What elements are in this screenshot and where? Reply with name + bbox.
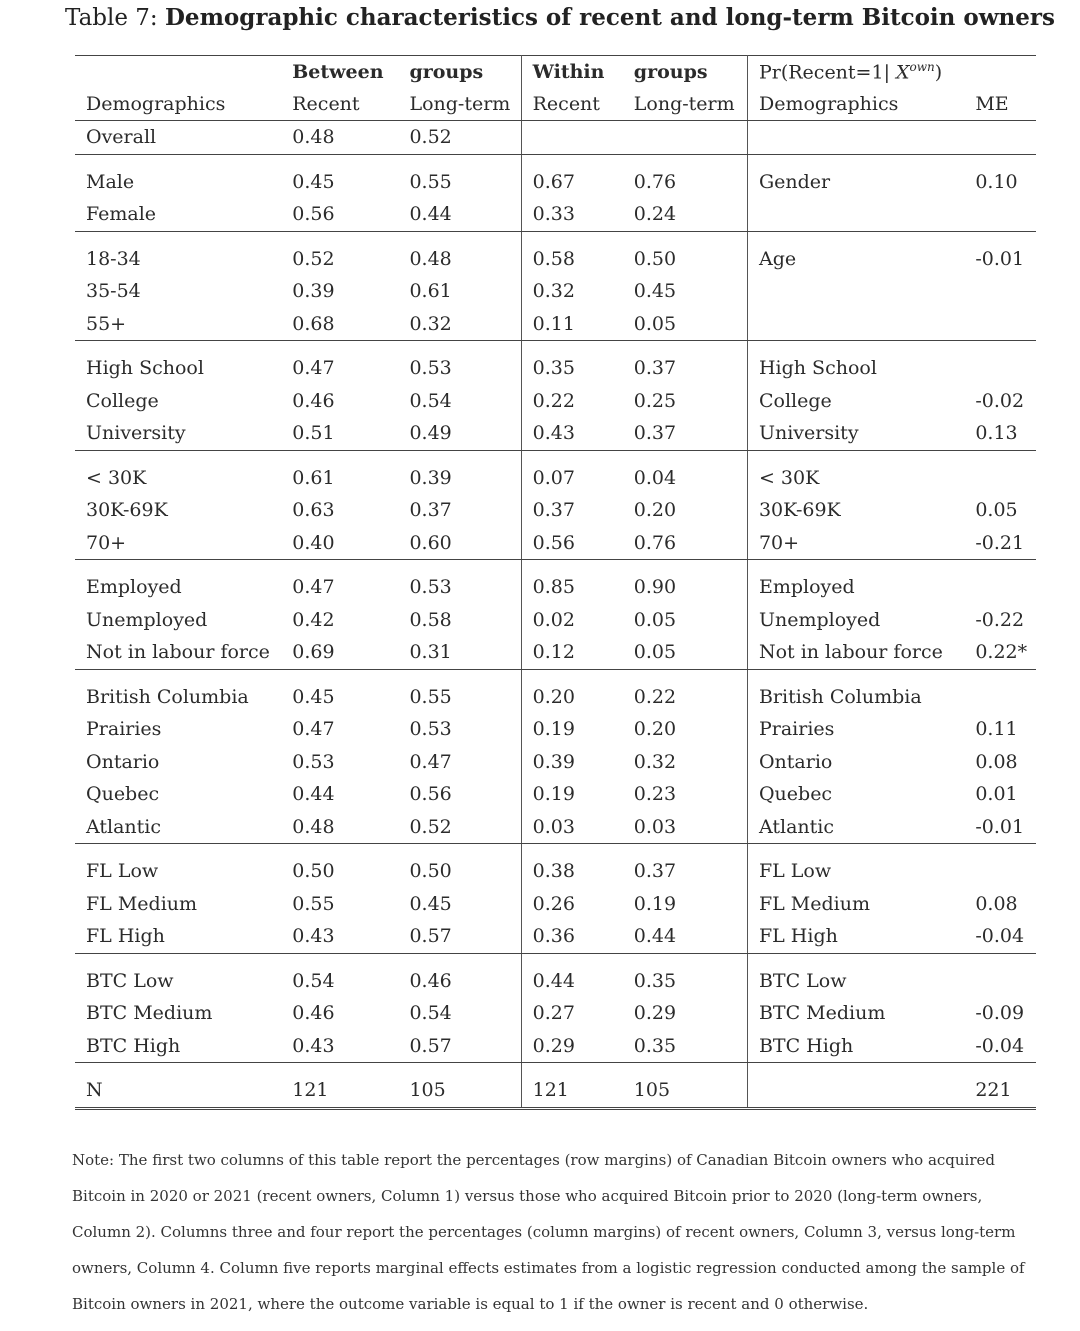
within-recent-cell: 0.67 [532, 170, 575, 193]
regression-demographic-label: Unemployed [758, 608, 881, 631]
demographic-label: High School [86, 357, 204, 380]
table-row [75, 352, 1036, 385]
marginal-effect-cell [975, 462, 1036, 495]
within-recent-cell: 0.38 [532, 860, 575, 883]
within-recent-cell: 0.19 [532, 718, 575, 741]
n-regression-blank [747, 1074, 975, 1108]
within-recent-cell: 0.22 [532, 389, 575, 412]
within-longterm-cell: 0.05 [634, 636, 748, 669]
n-label: N [75, 1074, 292, 1108]
n-between-longterm: 105 [409, 1074, 521, 1108]
demographic-label: 30K-69K [86, 499, 168, 522]
between-recent-cell: 0.40 [292, 527, 409, 560]
table-row [75, 746, 1036, 779]
between-recent-cell: 0.61 [292, 466, 335, 489]
within-recent-cell: 0.58 [532, 247, 575, 270]
n-me: 221 [975, 1074, 1036, 1108]
demographic-label: British Columbia [86, 685, 249, 708]
within-recent-cell: 0.33 [521, 198, 634, 231]
marginal-effect-cell: 0.05 [975, 499, 1018, 522]
within-longterm-cell: 0.37 [634, 417, 748, 450]
within-longterm-cell: 0.32 [634, 746, 748, 779]
table-row [75, 275, 1036, 308]
header-groups: groups [409, 56, 521, 89]
regression-demographic-label: 70+ [747, 527, 975, 560]
within-recent-cell: 0.32 [532, 280, 575, 303]
demographic-label: FL Low [86, 860, 159, 883]
table-label: Table 7: [65, 5, 158, 31]
marginal-effect-cell: 0.08 [975, 750, 1018, 773]
between-recent-cell: 0.51 [292, 417, 409, 450]
within-longterm-cell: 0.44 [634, 920, 748, 953]
demographic-label: BTC High [75, 1030, 292, 1063]
marginal-effect-cell [975, 308, 1036, 341]
marginal-effect-cell: -0.01 [975, 247, 1025, 270]
between-longterm-cell: 0.56 [409, 778, 521, 811]
between-recent-cell: 0.44 [292, 783, 335, 806]
between-longterm-cell: 0.55 [409, 166, 521, 199]
between-longterm-cell: 0.45 [409, 888, 521, 921]
marginal-effect-cell [975, 681, 1036, 714]
regression-demographic-label [747, 308, 975, 341]
within-recent-cell: 0.29 [521, 1030, 634, 1063]
demographic-label: FL Medium [86, 892, 198, 915]
table-row [75, 997, 1036, 1030]
regression-demographic-label: Not in labour force [747, 636, 975, 669]
within-recent-cell: 0.37 [532, 499, 575, 522]
spacer-row [75, 450, 1036, 462]
between-longterm-cell: 0.53 [409, 713, 521, 746]
within-longterm-cell: 0.20 [634, 494, 748, 527]
within-longterm-cell: 0.04 [634, 462, 748, 495]
within-longterm-cell: 0.35 [634, 965, 748, 998]
regression-demographic-label: Quebec [758, 783, 833, 806]
n-row [75, 1074, 1036, 1108]
between-longterm-cell: 0.52 [409, 811, 521, 844]
regression-demographic-label: Atlantic [747, 811, 975, 844]
between-recent-cell: 0.47 [292, 357, 335, 380]
demographic-label: Not in labour force [75, 636, 292, 669]
marginal-effect-cell: -0.04 [975, 1030, 1036, 1063]
regression-demographic-label: Employed [758, 576, 855, 599]
between-recent-cell: 0.63 [292, 499, 335, 522]
marginal-effect-cell: -0.22 [975, 608, 1025, 631]
within-longterm-cell: 0.20 [634, 713, 748, 746]
spacer-row [75, 669, 1036, 681]
marginal-effect-cell: 0.08 [975, 892, 1018, 915]
marginal-effect-cell: 0.11 [975, 718, 1018, 741]
demographic-label: Unemployed [86, 608, 208, 631]
marginal-effect-cell [975, 352, 1036, 385]
between-recent-cell: 0.45 [292, 685, 335, 708]
header-row-columns [75, 88, 1036, 121]
header-demographics: Demographics [747, 88, 975, 121]
between-recent-cell: 0.45 [292, 170, 335, 193]
between-recent-cell: 0.68 [292, 308, 409, 341]
between-longterm-cell: 0.57 [409, 920, 521, 953]
marginal-effect-cell: -0.04 [975, 920, 1036, 953]
table-row [75, 527, 1036, 560]
between-longterm-cell: 0.55 [409, 681, 521, 714]
marginal-effect-cell: 0.01 [975, 783, 1018, 806]
regression-demographic-label: University [747, 417, 975, 450]
demographics-table [75, 55, 1036, 1110]
between-longterm-cell: 0.50 [409, 855, 521, 888]
spacer-row [75, 154, 1036, 166]
between-recent-cell: 0.43 [292, 920, 409, 953]
regression-demographic-label: Prairies [758, 718, 835, 741]
table-row [75, 920, 1036, 953]
table-row [75, 778, 1036, 811]
regression-demographic-label: College [758, 389, 832, 412]
table-row [75, 713, 1036, 746]
within-recent-cell: 0.27 [532, 1002, 575, 1025]
within-recent-cell: 0.85 [532, 576, 575, 599]
within-recent-cell: 0.02 [532, 608, 575, 631]
spacer-row [75, 1063, 1036, 1075]
regression-demographic-label: BTC Medium [758, 1002, 886, 1025]
demographic-label: FL High [75, 920, 292, 953]
regression-demographic-label: FL High [747, 920, 975, 953]
between-recent-cell: 0.46 [292, 389, 335, 412]
spacer-row [75, 560, 1036, 572]
within-recent-cell: 0.26 [532, 892, 575, 915]
demographic-label: Female [75, 198, 292, 231]
marginal-effect-cell [975, 855, 1036, 888]
between-recent-cell: 0.46 [292, 1002, 335, 1025]
demographic-label: Prairies [86, 718, 162, 741]
table-note: Note: The first two columns of this table report the percentages (row margins) of Canadian Bitcoin owners who acquired Bitcoin in 2020 or 2021 (recent owners, Column 1) versus those who acquired Bitcoin prior to 2020 (long-term owners, Column 2). Columns three and four report the percentages (column margins) of recent owners, Column 3, versus long-term owners, Column 4. Column five reports marginal effects estimates from a logistic regression conducted among the sample of Bitcoin owners in 2021, where the outcome variable is equal to 1 if the owner is recent and 0 otherwise. [72, 1151, 1025, 1313]
demographic-label: Male [86, 170, 135, 193]
table-row [75, 1030, 1036, 1063]
within-longterm-cell: 0.05 [634, 308, 748, 341]
within-longterm-cell: 0.76 [634, 527, 748, 560]
within-longterm-cell: 0.50 [634, 243, 748, 276]
within-recent-cell: 0.43 [521, 417, 634, 450]
between-longterm-cell: 0.46 [409, 965, 521, 998]
within-recent-cell: 0.35 [532, 357, 575, 380]
between-longterm-cell: 0.61 [409, 275, 521, 308]
table-row [75, 604, 1036, 637]
regression-demographic-label: Gender [758, 170, 831, 193]
header-row-groups [75, 56, 1036, 89]
demographic-label: 35-54 [86, 280, 141, 303]
within-longterm-cell: 0.76 [634, 166, 748, 199]
spacer-row [75, 953, 1036, 965]
table-row [75, 571, 1036, 604]
demographic-label: Atlantic [75, 811, 292, 844]
between-longterm-cell: 0.44 [409, 198, 521, 231]
marginal-effect-cell: 0.22* [975, 636, 1036, 669]
marginal-effect-cell [975, 275, 1036, 308]
demographic-label: University [75, 417, 292, 450]
within-recent-cell: 0.36 [521, 920, 634, 953]
header-recent: Recent [521, 88, 634, 121]
between-recent-cell: 0.53 [292, 750, 335, 773]
regression-demographic-label: BTC Low [758, 969, 847, 992]
table-row [75, 681, 1036, 714]
table-row [75, 417, 1036, 450]
between-recent-cell: 0.43 [292, 1030, 409, 1063]
header-longterm: Long-term [634, 88, 748, 121]
within-longterm-cell: 0.19 [634, 888, 748, 921]
table-row [75, 166, 1036, 199]
between-longterm-cell: 0.31 [409, 636, 521, 669]
overall-row: Overall 0.48 0.52 [75, 121, 1036, 155]
table-row [75, 965, 1036, 998]
within-longterm-cell: 0.35 [634, 1030, 748, 1063]
table-row [75, 385, 1036, 418]
between-longterm-cell: 0.53 [409, 352, 521, 385]
between-longterm-cell: 0.48 [409, 243, 521, 276]
table-caption [0, 4, 1080, 31]
demographic-label: < 30K [86, 466, 147, 489]
marginal-effect-cell: -0.02 [975, 389, 1025, 412]
header-me: ME [975, 88, 1036, 121]
marginal-effect-cell [975, 965, 1036, 998]
within-recent-cell: 0.07 [532, 466, 575, 489]
between-longterm-cell: 0.58 [409, 604, 521, 637]
within-recent-cell: 0.19 [532, 783, 575, 806]
table-row [75, 811, 1036, 844]
spacer-row [75, 231, 1036, 243]
between-longterm-cell: 0.39 [409, 462, 521, 495]
between-recent-cell: 0.39 [292, 280, 335, 303]
within-longterm-cell: 0.23 [634, 778, 748, 811]
between-longterm-cell: 0.54 [409, 385, 521, 418]
within-recent-cell: 0.56 [521, 527, 634, 560]
within-recent-cell: 0.03 [521, 811, 634, 844]
marginal-effect-cell: -0.09 [975, 1002, 1025, 1025]
marginal-effect-cell: -0.21 [975, 527, 1036, 560]
table-row [75, 636, 1036, 669]
between-recent-cell: 0.42 [292, 608, 335, 631]
demographic-label: BTC Low [86, 969, 174, 992]
between-longterm-cell: 0.37 [409, 494, 521, 527]
regression-demographic-label: < 30K [758, 466, 820, 489]
within-longterm-cell: 0.37 [634, 855, 748, 888]
within-recent-cell: 0.20 [532, 685, 575, 708]
regression-demographic-label: BTC High [747, 1030, 975, 1063]
regression-demographic-label: British Columbia [758, 685, 922, 708]
regression-demographic-label [747, 275, 975, 308]
between-recent-cell: 0.55 [292, 892, 335, 915]
demographic-label: BTC Medium [86, 1002, 213, 1025]
between-recent-cell: 0.52 [292, 247, 335, 270]
between-longterm-cell: 0.54 [409, 997, 521, 1030]
within-longterm-cell: 0.37 [634, 352, 748, 385]
within-longterm-cell: 0.45 [634, 275, 748, 308]
table-title: Demographic characteristics of recent and long-term Bitcoin owners [164, 4, 1055, 31]
regression-demographic-label [747, 198, 975, 231]
between-longterm-cell: 0.47 [409, 746, 521, 779]
n-between-recent: 121 [292, 1074, 409, 1108]
regression-demographic-label: FL Low [758, 860, 832, 883]
within-recent-cell: 0.12 [521, 636, 634, 669]
regression-demographic-label: 30K-69K [758, 499, 841, 522]
between-longterm-cell: 0.57 [409, 1030, 521, 1063]
regression-demographic-label: High School [758, 357, 877, 380]
within-longterm-cell: 0.22 [634, 681, 748, 714]
demographic-label: 55+ [75, 308, 292, 341]
marginal-effect-cell: 0.10 [975, 170, 1018, 193]
marginal-effect-cell: -0.01 [975, 811, 1036, 844]
between-recent-cell: 0.48 [292, 811, 409, 844]
between-longterm-cell: 0.49 [409, 417, 521, 450]
between-recent-cell: 0.47 [292, 576, 335, 599]
within-recent-cell: 0.11 [521, 308, 634, 341]
demographic-label: 70+ [75, 527, 292, 560]
n-within-longterm: 105 [634, 1074, 748, 1108]
between-longterm-cell: 0.60 [409, 527, 521, 560]
within-longterm-cell: 0.29 [634, 997, 748, 1030]
header-groups: groups [634, 56, 748, 89]
spacer-row [75, 844, 1036, 856]
n-within-recent: 121 [521, 1074, 634, 1108]
header-recent: Recent [292, 88, 409, 121]
within-longterm-cell: 0.90 [634, 571, 748, 604]
table-row [75, 462, 1036, 495]
table-row [75, 888, 1036, 921]
within-longterm-cell: 0.05 [634, 604, 748, 637]
regression-demographic-label: FL Medium [758, 892, 870, 915]
between-recent-cell: 0.54 [292, 969, 335, 992]
within-longterm-cell: 0.24 [634, 198, 748, 231]
regression-demographic-label: Age [758, 247, 797, 270]
header-within: Within [521, 56, 634, 89]
table-row [75, 494, 1036, 527]
demographic-label: College [86, 389, 159, 412]
within-recent-cell: 0.39 [532, 750, 575, 773]
demographic-label: Ontario [86, 750, 160, 773]
table-row [75, 855, 1036, 888]
table-row [75, 308, 1036, 341]
between-recent-cell: 0.56 [292, 198, 409, 231]
within-recent-cell: 0.44 [532, 969, 575, 992]
between-recent-cell: 0.47 [292, 718, 335, 741]
marginal-effect-cell: 0.13 [975, 417, 1036, 450]
marginal-effect-cell [975, 571, 1036, 604]
between-longterm-cell: 0.32 [409, 308, 521, 341]
between-longterm-cell: 0.53 [409, 571, 521, 604]
table-row [75, 198, 1036, 231]
demographic-label: 18-34 [86, 247, 141, 270]
between-recent-cell: 0.50 [292, 860, 335, 883]
header-between: Between [292, 56, 409, 89]
header-longterm: Long-term [409, 88, 521, 121]
demographic-label: Quebec [86, 783, 160, 806]
header-demographics: Demographics [75, 88, 292, 121]
regression-demographic-label: Ontario [758, 750, 833, 773]
header-probability: Pr(Recent=1| $X^{own}$) [747, 56, 1036, 89]
table-row [75, 243, 1036, 276]
marginal-effect-cell [975, 198, 1036, 231]
between-recent-cell: 0.69 [292, 636, 409, 669]
within-longterm-cell: 0.03 [634, 811, 748, 844]
spacer-row [75, 341, 1036, 353]
demographic-label: Employed [86, 576, 182, 599]
within-longterm-cell: 0.25 [634, 385, 748, 418]
